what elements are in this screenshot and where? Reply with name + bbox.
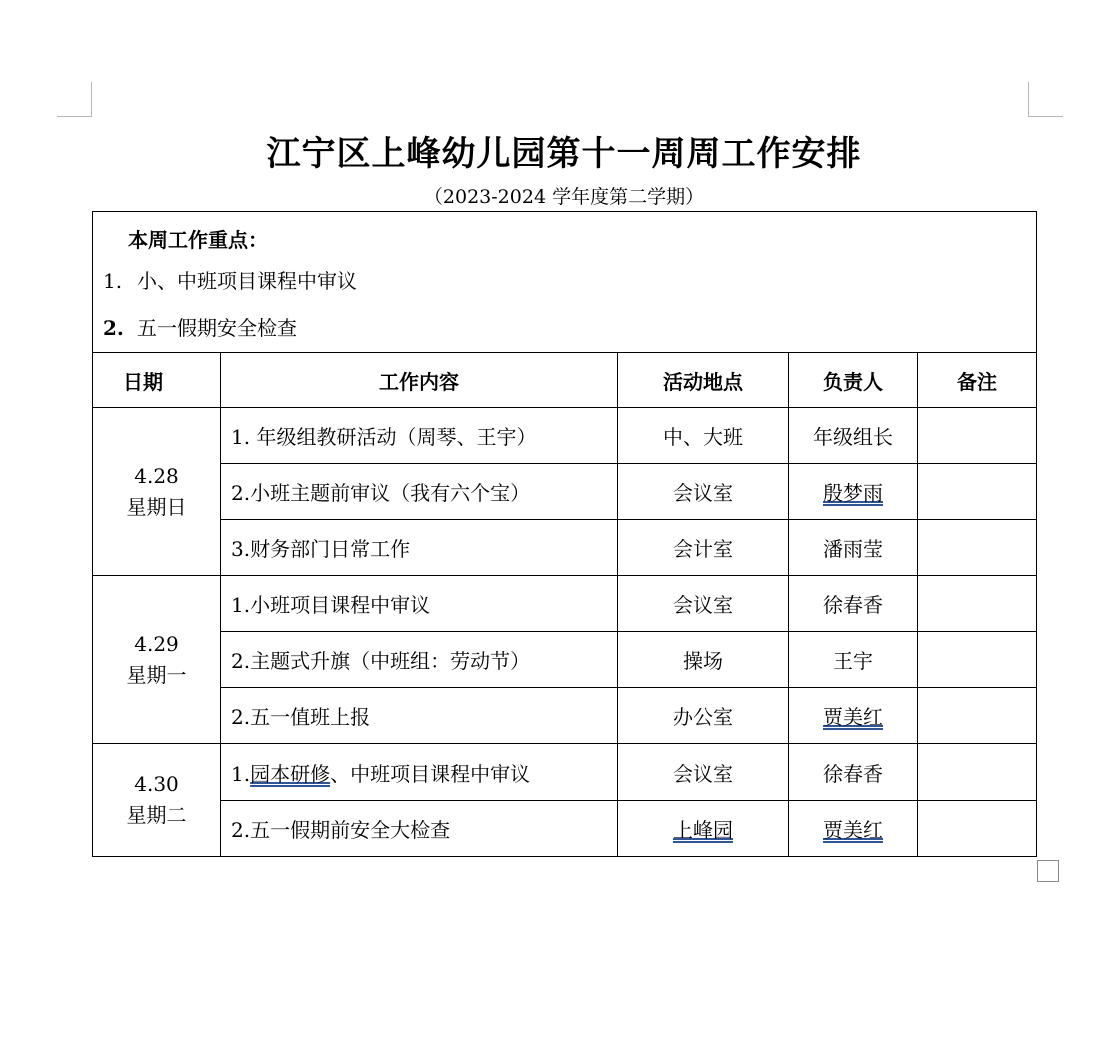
weekday-value: 星期日	[126, 494, 187, 519]
table-row	[93, 632, 1037, 688]
task-content: 1.小班项目课程中审议	[221, 576, 618, 632]
document-subtitle: （2023-2024 学年度第二学期）	[423, 186, 705, 208]
table-row	[93, 464, 1037, 520]
focus-heading: 本周工作重点：	[128, 228, 268, 252]
task-note	[918, 408, 1037, 464]
focus-item-number: 1.	[103, 269, 123, 293]
task-content-link[interactable]: 园本研修	[250, 761, 331, 786]
task-content: 2.五一值班上报	[221, 688, 618, 744]
task-note	[918, 464, 1037, 520]
task-note	[918, 744, 1037, 801]
task-note	[918, 801, 1037, 857]
task-note	[918, 576, 1037, 632]
task-place: 会计室	[618, 520, 789, 576]
weekday-value: 星期一	[126, 662, 187, 687]
table-row	[93, 801, 1037, 857]
table-row	[93, 688, 1037, 744]
header-date: 日期	[93, 353, 221, 408]
focus-item-text: 小、中班项目课程中审议	[137, 269, 357, 293]
task-place: 会议室	[618, 744, 789, 801]
task-place: 会议室	[618, 576, 789, 632]
task-person: 年级组长	[789, 408, 918, 464]
table-row	[93, 520, 1037, 576]
header-place: 活动地点	[618, 353, 789, 408]
task-person: 王宇	[789, 632, 918, 688]
focus-cell	[93, 212, 1037, 353]
task-place: 操场	[618, 632, 789, 688]
date-cell	[93, 744, 221, 857]
focus-item-text: 五一假期安全检查	[137, 316, 297, 340]
task-person: 潘雨莹	[789, 520, 918, 576]
task-content: 2.主题式升旗（中班组：劳动节）	[221, 632, 618, 688]
table-row	[93, 408, 1037, 464]
focus-item	[103, 305, 1036, 352]
task-person-link[interactable]: 殷梦雨	[823, 481, 883, 505]
task-person-link[interactable]: 贾美红	[823, 705, 883, 729]
task-place-link[interactable]: 上峰园	[673, 818, 733, 842]
task-person-link[interactable]: 贾美红	[823, 818, 883, 842]
task-content: 2.小班主题前审议（我有六个宝）	[221, 464, 618, 520]
crop-mark-top-left	[57, 82, 92, 117]
task-content-prefix: 1.	[231, 761, 251, 786]
header-content: 工作内容	[221, 353, 618, 408]
task-person: 徐春香	[789, 744, 918, 801]
date-value: 4.29	[134, 631, 179, 656]
crop-mark-top-right	[1028, 82, 1063, 117]
focus-item	[103, 258, 1036, 305]
date-value: 4.28	[134, 463, 179, 488]
date-value: 4.30	[134, 772, 179, 796]
task-place: 中、大班	[618, 408, 789, 464]
header-person: 负责人	[789, 353, 918, 408]
focus-item-number: 2.	[103, 316, 124, 340]
header-row	[93, 353, 1037, 408]
task-content: 1. 年级组教研活动（周琴、王宇）	[221, 408, 618, 464]
task-note	[918, 520, 1037, 576]
task-content: 3.财务部门日常工作	[221, 520, 618, 576]
task-content-rest: 、中班项目课程中审议	[330, 761, 531, 786]
task-place: 会议室	[618, 464, 789, 520]
header-note: 备注	[918, 353, 1037, 408]
task-person	[789, 801, 918, 857]
date-cell	[93, 408, 221, 576]
document-title: 江宁区上峰幼儿园第十一周周工作安排	[266, 134, 862, 174]
weekday-value: 星期二	[126, 803, 187, 827]
focus-row	[93, 212, 1037, 353]
end-of-cell-marker	[1037, 860, 1059, 882]
task-note	[918, 632, 1037, 688]
task-person	[789, 688, 918, 744]
task-content	[221, 744, 618, 801]
task-note	[918, 688, 1037, 744]
date-cell	[93, 576, 221, 744]
table-row	[93, 744, 1037, 801]
table-row	[93, 576, 1037, 632]
task-place	[618, 801, 789, 857]
task-place: 办公室	[618, 688, 789, 744]
schedule-table	[92, 211, 1037, 857]
task-person	[789, 464, 918, 520]
task-person: 徐春香	[789, 576, 918, 632]
task-content: 2.五一假期前安全大检查	[221, 801, 618, 857]
